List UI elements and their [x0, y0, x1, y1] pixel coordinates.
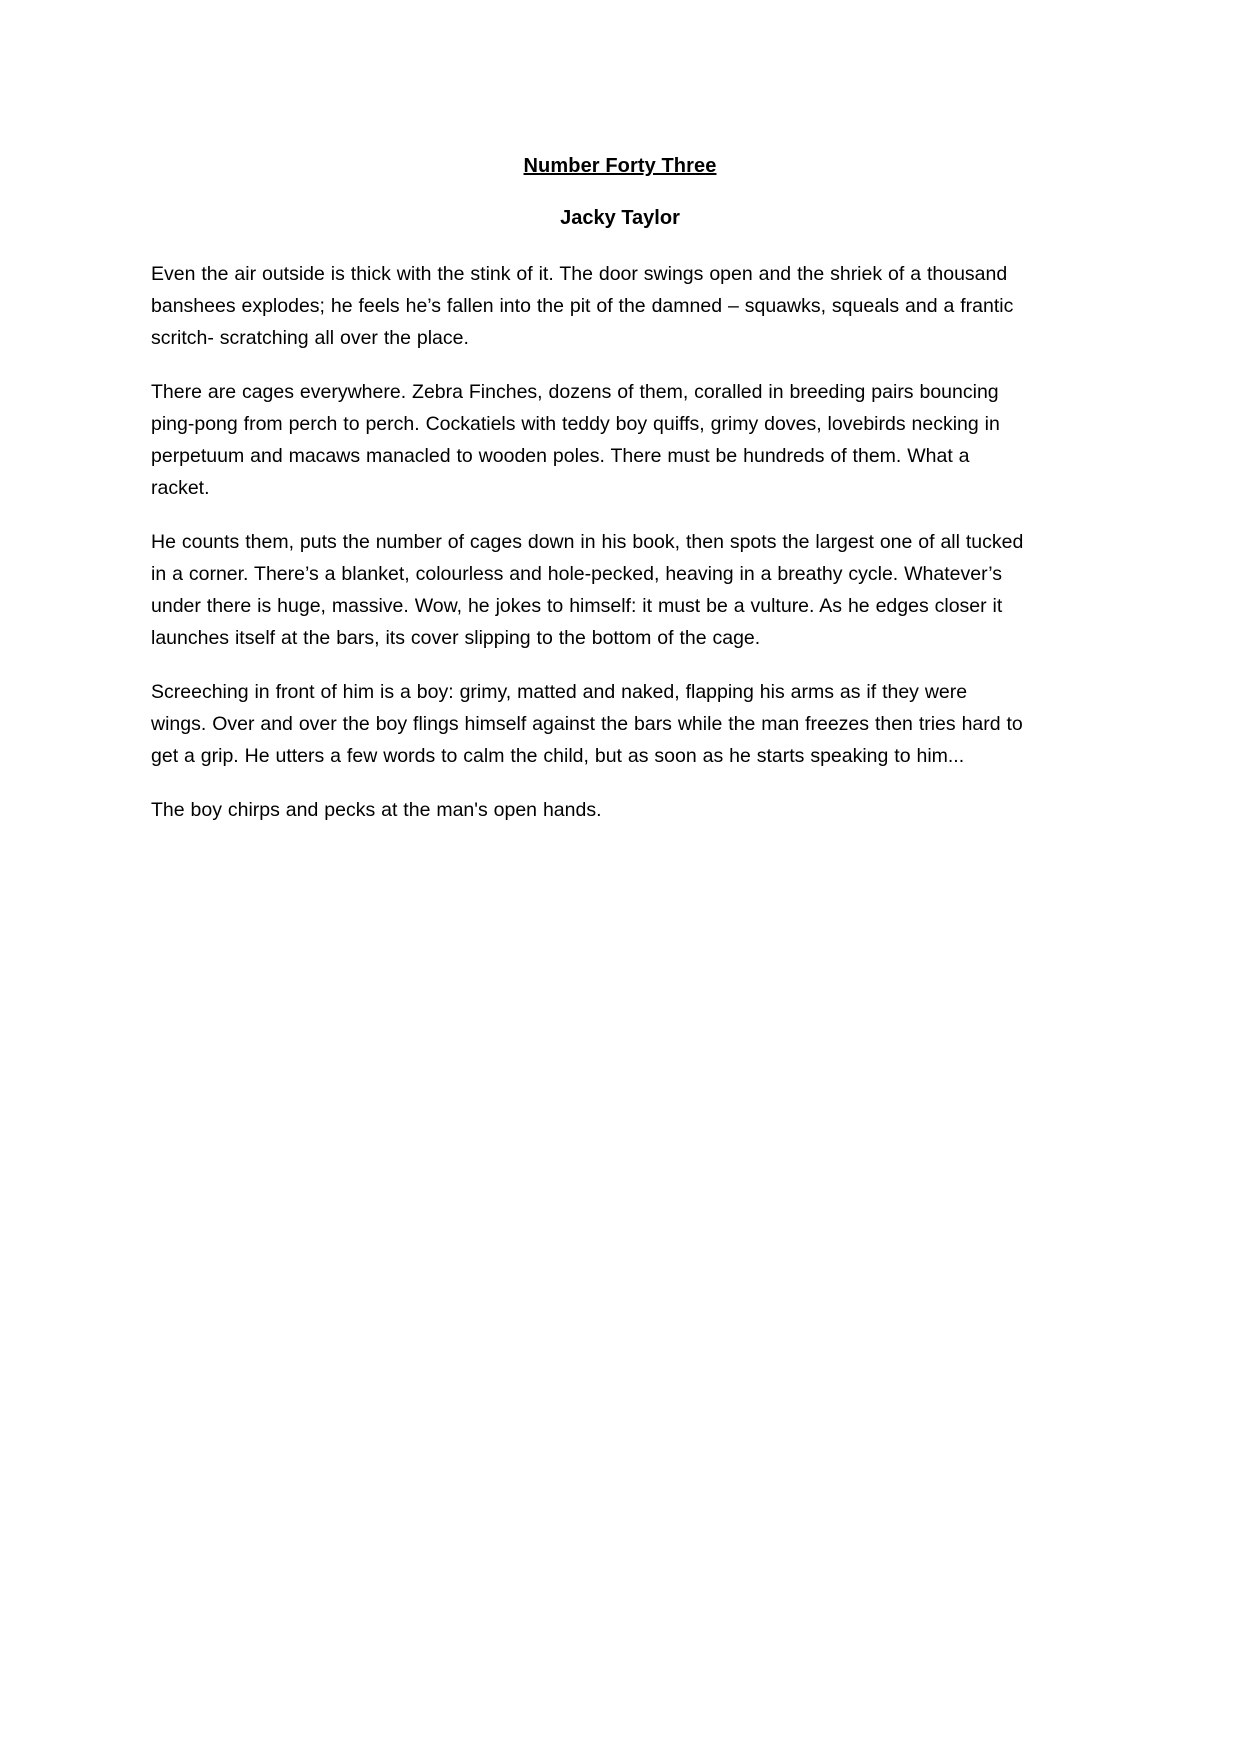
text-line: in a corner. There’s a blanket, colourless and hole-pecked, heaving in a breathy cycle. Whatever’s [151, 563, 1003, 585]
story-author: Jacky Taylor [560, 207, 680, 229]
text-line: banshees explodes; he feels he’s fallen into the pit of the damned – squawks, squeals and a frantic [151, 295, 1014, 317]
paragraph [151, 676, 1096, 772]
text-line: get a grip. He utters a few words to calm the child, but as soon as he starts speaking to him... [151, 745, 965, 767]
story-title: Number Forty Three [523, 155, 717, 177]
paragraph [151, 258, 1096, 354]
paragraph [151, 794, 1096, 826]
text-line: wings. Over and over the boy flings himself against the bars while the man freezes then tries hard to [151, 713, 1023, 735]
text-line: perpetuum and macaws manacled to wooden poles. There must be hundreds of them. What a [151, 445, 970, 467]
text-line: Screeching in front of him is a boy: grimy, matted and naked, flapping his arms as if they were [151, 681, 968, 703]
text-line: launches itself at the bars, its cover slipping to the bottom of the cage. [151, 627, 761, 649]
text-line: ping-pong from perch to perch. Cockatiels with teddy boy quiffs, grimy doves, lovebirds necking in [151, 413, 1000, 435]
text-line: There are cages everywhere. Zebra Finches, dozens of them, coralled in breeding pairs bouncing [151, 381, 999, 403]
text-line: scritch- scratching all over the place. [151, 327, 469, 349]
paragraph [151, 376, 1096, 504]
text-line: The boy chirps and pecks at the man's open hands. [151, 799, 602, 821]
text-line: under there is huge, massive. Wow, he jokes to himself: it must be a vulture. As he edges closer it [151, 595, 1003, 617]
paragraph [151, 526, 1096, 654]
text-line: He counts them, puts the number of cages down in his book, then spots the largest one of all tucked [151, 531, 1024, 553]
text-line: Even the air outside is thick with the stink of it. The door swings open and the shriek of a thousand [151, 263, 1008, 285]
text-line: racket. [151, 477, 210, 499]
story-body [151, 258, 1096, 848]
